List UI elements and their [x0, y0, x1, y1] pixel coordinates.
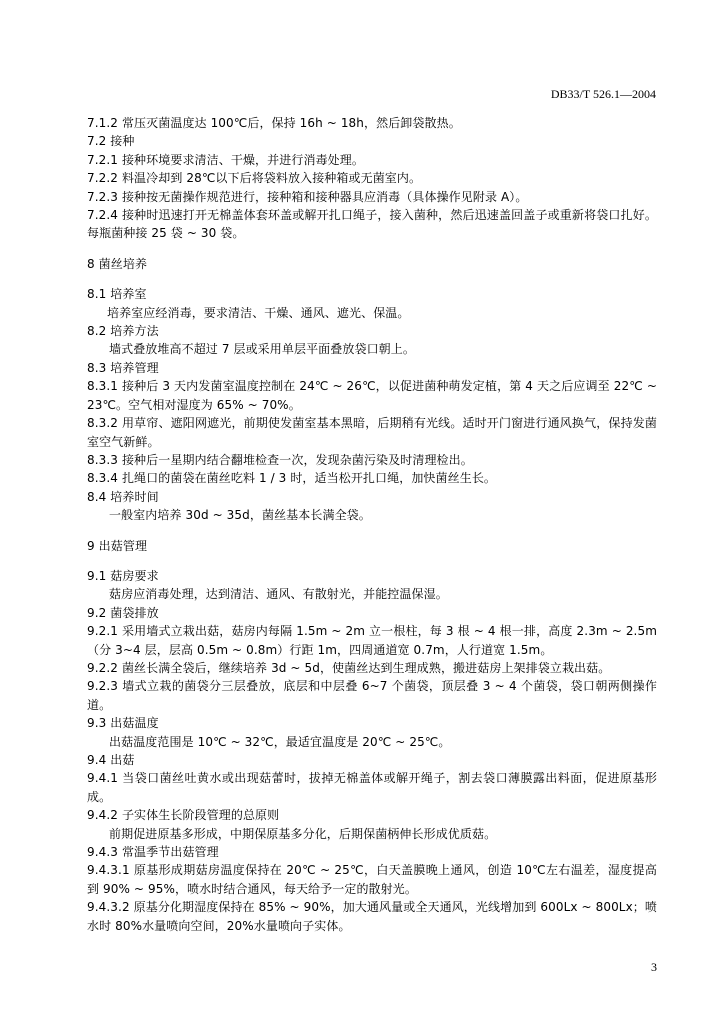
page-number: 3	[651, 960, 657, 974]
clause-7-2-4: 7.2.4 接种时迅速打开无棉盖体套环盖或解开扎口绳子，接入菌种，然后迅速盖回盖子或重新将袋口扎好。每瓶菌种接 25 袋 ~ 30 袋。	[87, 208, 657, 241]
clause-9-4-1: 9.4.1 当袋口菌丝吐黄水或出现菇蕾时，拔掉无棉盖体或解开绳子，割去袋口薄膜露出料面，促进原基形成。	[87, 771, 657, 804]
text-9-4-2: 前期促进原基多形成，中期保原基多分化，后期保菌柄伸长形成优质菇。	[109, 826, 497, 841]
chapter-9-heading: 9 出菇管理	[87, 538, 148, 553]
heading-9-1: 9.1 菇房要求	[87, 568, 159, 583]
heading-8-4: 8.4 培养时间	[87, 489, 159, 504]
text-8-4: 一般室内培养 30d ~ 35d，菌丝基本长满全袋。	[109, 508, 371, 523]
heading-7-2: 7.2 接种	[87, 134, 135, 149]
standard-code: DB33/T 526.1—2004	[550, 87, 656, 101]
clause-8-3-3: 8.3.3 接种后一星期内结合翻堆检查一次，发现杂菌污染及时清理检出。	[87, 452, 473, 467]
text-9-1: 菇房应消毒处理，达到清洁、通风、有散射光，并能控温保湿。	[109, 587, 448, 602]
heading-9-3: 9.3 出菇温度	[87, 716, 159, 731]
clause-9-2-3: 9.2.3 墙式立栽的菌袋分三层叠放，底层和中层叠 6~7 个菌袋，顶层叠 3 ~ 4 个菌袋，袋口朝两侧操作道。	[87, 679, 657, 712]
clause-7-1-2: 7.1.2 常压灭菌温度达 100℃后，保持 16h ~ 18h，然后卸袋散热。	[87, 116, 461, 130]
text-8-2: 墙式叠放堆高不超过 7 层或采用单层平面叠放袋口朝上。	[109, 342, 415, 357]
heading-8-3: 8.3 培养管理	[87, 360, 159, 375]
heading-9-4: 9.4 出菇	[87, 753, 135, 767]
clause-9-4-2: 9.4.2 子实体生长阶段管理的总原则	[87, 808, 280, 823]
clause-7-2-2: 7.2.2 料温冷却到 28℃以下后将袋料放入接种箱或无菌室内。	[87, 171, 422, 186]
clause-7-2-3: 7.2.3 接种按无菌操作规范进行，接种箱和接种器具应消毒（具体操作见附录 A）。	[87, 189, 528, 204]
text-9-3: 出菇温度范围是 10℃ ~ 32℃，最适宜温度是 20℃ ~ 25℃。	[109, 734, 451, 749]
clause-8-3-2: 8.3.2 用草帘、遮阳网遮光，前期使发菌室基本黑暗，后期稍有光线。适时开门窗进行通风换气，保持发菌室空气新鲜。	[87, 416, 657, 449]
clause-9-2-2: 9.2.2 菌丝长满全袋后，继续培养 3d ~ 5d，使菌丝达到生理成熟，搬进菇房上架排袋立栽出菇。	[87, 660, 611, 675]
clause-8-3-4: 8.3.4 扎绳口的菌袋在菌丝吃料 1 / 3 时，适当松开扎口绳，加快菌丝生长。	[87, 471, 497, 486]
clause-9-2-1: 9.2.1 采用墙式立栽出菇，菇房内每隔 1.5m ~ 2m 立一根柱，每 3 根 ~ 4 根一排，高度 2.3m ~ 2.5m（分 3~4 层，层高 0.5m ~ 0.8m）行距 1m，四周通道宽 0.7m，人行道宽 1.5m。	[87, 624, 657, 657]
clause-9-4-3-2: 9.4.3.2 原基分化期湿度保持在 85% ~ 90%，加大通风量或全天通风，光线增加到 600Lx ~ 800Lx；喷水时 80%水量喷向空间，20%水量喷向子实体。	[87, 900, 657, 933]
heading-9-2: 9.2 菌袋排放	[87, 605, 159, 620]
clause-9-4-3-1: 9.4.3.1 原基形成期菇房温度保持在 20℃ ~ 25℃，白天盖膜晚上通风，创造 10℃左右温差，湿度提高到 90% ~ 95%，喷水时结合通风，每天给予一定的散射光。	[87, 863, 657, 896]
heading-8-1: 8.1 培养室	[87, 287, 147, 302]
chapter-8-heading: 8 菌丝培养	[87, 256, 148, 271]
clause-7-2-1: 7.2.1 接种环境要求清洁、干燥，并进行消毒处理。	[87, 152, 364, 167]
heading-8-2: 8.2 培养方法	[87, 324, 159, 339]
clause-8-3-1: 8.3.1 接种后 3 天内发菌室温度控制在 24℃ ~ 26℃，以促进菌种萌发定植，第 4 天之后应调至 22℃ ~ 23℃。空气相对湿度为 65% ~ 70%。	[87, 379, 657, 412]
clause-9-4-3: 9.4.3 常温季节出菇管理	[87, 845, 219, 860]
text-8-1: 培养室应经消毒，要求清洁、干燥、通风、遮光、保温。	[107, 305, 410, 320]
document-body	[87, 114, 657, 935]
